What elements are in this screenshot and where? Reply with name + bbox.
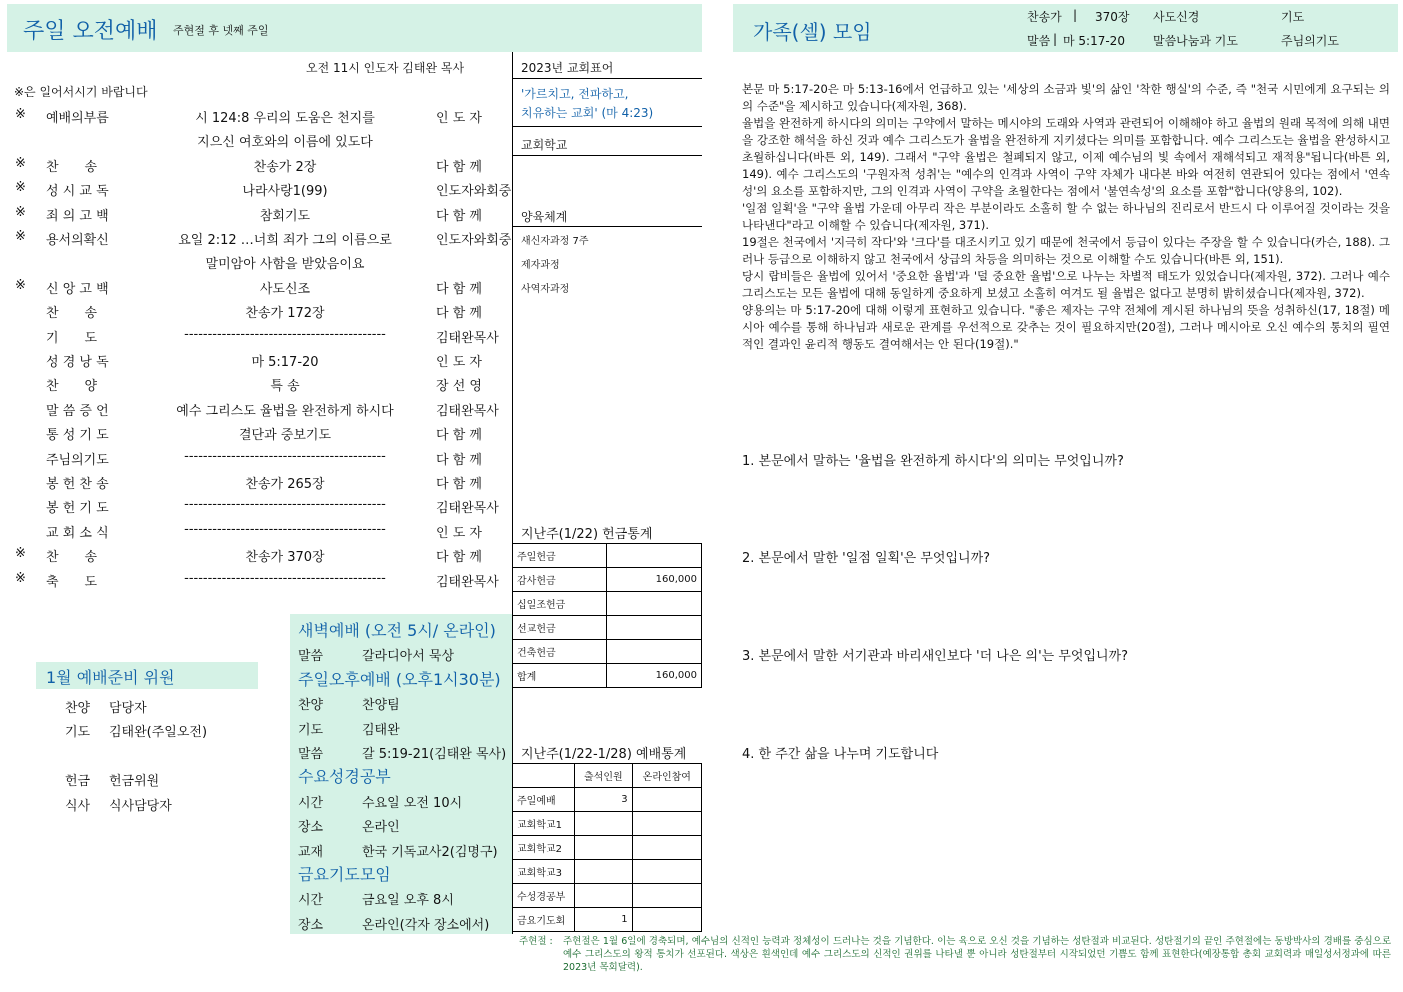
order-item-content: 참회기도 bbox=[259, 208, 311, 224]
order-item-content: 찬송가 2장 bbox=[253, 159, 317, 175]
meeting-label: 말씀 bbox=[298, 747, 324, 762]
stand-mark: ※ bbox=[15, 570, 26, 586]
question: 1. 본문에서 말하는 '율법을 완전하게 하시다'의 의미는 무엇입니까? bbox=[742, 454, 1124, 469]
stand-mark: ※ bbox=[15, 107, 26, 122]
order-row bbox=[0, 249, 512, 273]
offering-row bbox=[513, 640, 702, 664]
order-item-name: 찬 송 bbox=[46, 306, 98, 322]
stand-mark: ※ bbox=[15, 546, 26, 562]
order-item-content: 찬송가 265장 bbox=[245, 477, 325, 492]
attendance-row bbox=[513, 884, 702, 908]
order-row bbox=[0, 542, 512, 566]
order-row bbox=[0, 176, 512, 200]
order-row bbox=[0, 567, 512, 591]
meeting-label: 장소 bbox=[298, 820, 324, 836]
order-item-content: 시 124:8 우리의 도움은 천지를 bbox=[195, 111, 375, 126]
page-subtitle: 주현절 후 넷째 주일 bbox=[173, 24, 269, 37]
motto-line2: 치유하는 교회' (마 4:23) bbox=[521, 106, 654, 120]
order-row bbox=[0, 298, 512, 322]
meeting-value: 온라인 bbox=[362, 820, 400, 836]
paragraph: 당시 랍비들은 율법에 있어서 '중요한 율법'과 '덜 중요한 율법'으로 나누는 차별적 태도가 있었습니다(제자원, 372). 그러나 예수 그리스도는 모든 율법에 대해 동일하게 중요하게 보셨고 소홀히 여겨도 될 율법은 없다고 분명히 밝히셨습니다(제자원, 372). bbox=[742, 269, 1390, 300]
meeting-title: 금요기도모임 bbox=[298, 865, 391, 884]
stand-mark: ※ bbox=[15, 180, 26, 196]
order-item-name: 통 성 기 도 bbox=[46, 428, 109, 444]
question: 4. 한 주간 삶을 나누며 기도합니다 bbox=[742, 747, 939, 762]
order-item-content: 사도신조 bbox=[259, 281, 311, 297]
prep-title: 1월 예배준비 위원 bbox=[46, 668, 175, 687]
offering-row bbox=[513, 616, 702, 640]
cell-title: 가족(셀) 모임 bbox=[753, 20, 872, 44]
order-item-content: 찬송가 172장 bbox=[245, 306, 325, 322]
word-ref: 마 5:17-20 bbox=[1063, 34, 1125, 48]
order-item-leader: 인 도 자 bbox=[436, 355, 482, 370]
order-item-leader: 인 도 자 bbox=[436, 111, 482, 126]
question: 3. 본문에서 말한 서기관과 바리새인보다 '더 나은 의'는 무엇입니까? bbox=[742, 649, 1129, 664]
offering-label: 선교헌금 bbox=[513, 616, 607, 640]
order-item-name: 용서의확신 bbox=[46, 233, 109, 248]
meeting-value: 온라인(각자 장소에서) bbox=[362, 917, 490, 933]
offering-label: 건축헌금 bbox=[513, 640, 607, 664]
order-item-name: 성 시 교 독 bbox=[46, 184, 109, 200]
order-item-content: ------------------------------------------- bbox=[184, 497, 386, 513]
order-item-name: 죄 의 고 백 bbox=[46, 208, 109, 224]
motto-title: 2023년 교회표어 bbox=[521, 61, 614, 75]
order-item-content: 찬송가 370장 bbox=[245, 550, 325, 566]
meeting-label: 찬양 bbox=[298, 698, 324, 714]
offering-label: 주일헌금 bbox=[513, 544, 607, 568]
attendance-online bbox=[632, 860, 701, 884]
stand-mark: ※ bbox=[15, 277, 26, 293]
page-title: 주일 오전예배 bbox=[23, 19, 158, 44]
paragraph: '일점 일획'을 "구약 율법 가운데 아무리 작은 부분이라도 소홀히 할 수 없는 하나님의 진리로서 반드시 다 이루어질 것이라는 것을 나타낸다"라고 이해할 수 있습니다(제자원, 371). bbox=[742, 201, 1390, 232]
prep-role: 기도 bbox=[65, 725, 91, 741]
order-row bbox=[0, 347, 512, 371]
hymn-number: 370장 bbox=[1095, 10, 1130, 24]
order-item-name: 찬 송 bbox=[46, 159, 98, 175]
order-item-name: 말 씀 증 언 bbox=[46, 403, 109, 419]
meeting-value: 김태완 bbox=[362, 722, 400, 738]
attendance-label: 교회학교1 bbox=[513, 812, 575, 836]
order-item-name: 예배의부름 bbox=[46, 111, 109, 126]
offering-row bbox=[513, 544, 702, 568]
offering-label: 십일조헌금 bbox=[513, 592, 607, 616]
attendance-label: 교회학교2 bbox=[513, 836, 575, 860]
order-item-leader: 다 함 께 bbox=[436, 208, 482, 224]
officiant: 오전 11시 인도자 김태완 목사 bbox=[306, 61, 465, 75]
paragraph: 율법을 완전하게 하시다의 의미는 구약에서 말하는 메시야의 도래와 사역과 관련되어 이해해야 하고 율법의 원래 목적에 의해 내면을 강조한 해석을 하신 것과 예수 그리스도가 율법을 완전하게 지키셨다는 의미를 포함합니다. 예수 그리스도는 율법을 완성하시고 초월하십니다(바튼 외, 149). 그래서 "구약 율법은 철폐되지 않고, 이제 예수님의 빛 속에서 재해석되고 재적용"됩니다(바튼 외, 149). 예수 그리스도의 '구원자적 성취'는 "예수의 인격과 사역이 구약 자체가 내다본 바와 여전히 연관되어 있다는 점에서 '연속성'의 요소를 포함하지만, 그의 인격과 사역이 구약을 초월한다는 점에서 '불연속성'의 요소를 포함"합니다(양용의, 102). bbox=[742, 116, 1390, 198]
meeting-value: 한국 기독교사2(김명구) bbox=[362, 844, 498, 860]
meeting-value: 찬양팀 bbox=[362, 698, 400, 714]
order-item-leader: 장 선 영 bbox=[436, 379, 482, 395]
order-item-content: ------------------------------------------- bbox=[184, 521, 386, 537]
order-item-leader: 다 함 께 bbox=[436, 550, 482, 566]
order-item-leader: 김태완목사 bbox=[436, 574, 499, 590]
order-item-content: ------------------------------------------- bbox=[184, 570, 386, 586]
order-item-leader: 김태완목사 bbox=[436, 403, 499, 419]
offering-amount: 160,000 bbox=[607, 568, 702, 592]
prayer: 기도 bbox=[1281, 10, 1305, 24]
offering-amount bbox=[607, 544, 702, 568]
order-row bbox=[0, 152, 512, 176]
stand-mark: ※ bbox=[15, 204, 26, 220]
offering-table bbox=[512, 543, 702, 688]
attendance-count bbox=[575, 812, 633, 836]
footnote-label: 주현절 : bbox=[519, 936, 553, 947]
order-item-name: 기 도 bbox=[46, 330, 98, 346]
paragraph: 19절은 천국에서 '지극히 작다'와 '크다'를 대조시키고 있기 때문에 천국에서 등급이 있다는 주장을 할 수 있습니다(카슨, 188). 그러나 등급으로 이해하지 않고 천국에서 상급의 차등을 의미하는 것으로 이해할 수도 있습니다(바튼 외, 151). bbox=[742, 235, 1390, 266]
meeting-label: 시간 bbox=[298, 795, 324, 811]
meeting-label: 장소 bbox=[298, 917, 324, 933]
order-item-content: ------------------------------------------- bbox=[184, 448, 386, 464]
lords-prayer: 주님의기도 bbox=[1281, 34, 1339, 48]
left-header bbox=[7, 4, 702, 52]
order-item-name: 성 경 낭 독 bbox=[46, 355, 109, 370]
order-row bbox=[0, 127, 512, 151]
training-item: 새신자과정 7주 bbox=[521, 236, 589, 247]
order-item-leader: 인도자와회중 bbox=[436, 233, 512, 248]
offering-row bbox=[513, 568, 702, 592]
attendance-label: 수성경공부 bbox=[513, 884, 575, 908]
order-row bbox=[0, 371, 512, 395]
attendance-online bbox=[632, 884, 701, 908]
prep-person: 김태완(주일오전) bbox=[109, 725, 208, 741]
meeting-label: 기도 bbox=[298, 722, 324, 738]
creed: 사도신경 bbox=[1153, 10, 1200, 24]
offering-row bbox=[513, 592, 702, 616]
attendance-row bbox=[513, 788, 702, 812]
order-item-content: 결단과 중보기도 bbox=[238, 428, 332, 444]
order-item-leader: 인 도 자 bbox=[436, 525, 482, 541]
school-title: 교회학교 bbox=[521, 138, 568, 152]
prep-person: 담당자 bbox=[109, 701, 147, 716]
order-row bbox=[0, 420, 512, 444]
meeting-label: 시간 bbox=[298, 893, 324, 909]
attendance-header bbox=[513, 764, 702, 788]
attendance-count bbox=[575, 836, 633, 860]
attendance-online bbox=[632, 812, 701, 836]
attendance-col: 출석인원 bbox=[575, 764, 633, 788]
order-item-leader: 다 함 께 bbox=[436, 159, 482, 175]
order-row bbox=[0, 469, 512, 493]
prep-person: 헌금위원 bbox=[109, 774, 160, 790]
order-item-leader: 다 함 께 bbox=[436, 477, 482, 492]
order-item-content: 지으신 여호와의 이름에 있도다 bbox=[197, 135, 373, 151]
order-item-content: 예수 그리스도 율법을 완전하게 하시다 bbox=[176, 403, 394, 419]
meeting-title: 새벽예배 (오전 5시/ 온라인) bbox=[298, 621, 496, 640]
meeting-title: 주일오후예배 (오후1시30분) bbox=[298, 669, 501, 689]
sermon-notes bbox=[742, 81, 1390, 353]
meeting-value: 갈라디아서 묵상 bbox=[362, 649, 455, 665]
meeting-value: 수요일 오전 10시 bbox=[362, 795, 463, 811]
attendance-count bbox=[575, 884, 633, 908]
paragraph: 양용의는 마 5:17-20에 대해 이렇게 표현하고 있습니다. "좋은 제자는 구약 전체에 계시된 하나님의 뜻을 성취하신(17, 18절) 메시아 예수를 통해 하나님과 새로운 관계를 우선적으로 갖추는 것이 필요하지만(20절), 그러나 메시아로 오신 예수의 통치의 필연적인 결과인 윤리적 행동도 결여해서는 안 된다(19절)." bbox=[742, 303, 1390, 351]
order-item-name: 주님의기도 bbox=[46, 452, 109, 468]
order-item-leader: 다 함 께 bbox=[436, 452, 482, 468]
training-item: 제자과정 bbox=[521, 260, 560, 271]
offering-row bbox=[513, 664, 702, 688]
order-item-name: 교 회 소 식 bbox=[46, 525, 109, 541]
offering-label: 감사헌금 bbox=[513, 568, 607, 592]
prep-person: 식사담당자 bbox=[109, 798, 172, 814]
order-row bbox=[0, 518, 512, 542]
offering-amount bbox=[607, 592, 702, 616]
order-item-leader: 김태완목사 bbox=[436, 330, 499, 346]
order-item-name: 봉 헌 기 도 bbox=[46, 501, 109, 517]
attendance-online bbox=[632, 908, 701, 932]
attendance-row bbox=[513, 908, 702, 932]
attendance-label: 금요기도회 bbox=[513, 908, 575, 932]
attendance-label: 주일예배 bbox=[513, 788, 575, 812]
attendance-col bbox=[513, 764, 575, 788]
order-item-content: 마 5:17-20 bbox=[251, 355, 319, 370]
attendance-count bbox=[575, 860, 633, 884]
footnote bbox=[519, 935, 1391, 974]
order-row bbox=[0, 396, 512, 420]
order-item-leader: 김태완목사 bbox=[436, 501, 499, 517]
order-row bbox=[0, 323, 512, 347]
prep-role: 헌금 bbox=[65, 774, 91, 790]
offering-amount bbox=[607, 640, 702, 664]
offering-label: 합계 bbox=[513, 664, 607, 688]
training-title: 양육체계 bbox=[521, 210, 568, 224]
prep-role: 식사 bbox=[65, 798, 91, 814]
attendance-count: 1 bbox=[575, 908, 633, 932]
order-item-name: 찬 송 bbox=[46, 550, 98, 566]
prep-role: 찬양 bbox=[65, 701, 91, 716]
order-item-name: 신 앙 고 백 bbox=[46, 281, 109, 297]
order-row bbox=[0, 493, 512, 517]
order-item-content: ------------------------------------------- bbox=[184, 326, 386, 342]
offering-amount bbox=[607, 616, 702, 640]
order-row bbox=[0, 201, 512, 225]
order-row bbox=[0, 445, 512, 469]
question: 2. 본문에서 말한 '일점 일획'은 무엇입니까? bbox=[742, 551, 991, 566]
order-item-leader: 다 함 께 bbox=[436, 428, 482, 444]
meeting-label: 교재 bbox=[298, 844, 324, 860]
order-item-content: 특 송 bbox=[270, 379, 300, 395]
order-item-content: 말미암아 사함을 받았음이요 bbox=[205, 257, 365, 273]
attendance-row bbox=[513, 812, 702, 836]
order-item-name: 축 도 bbox=[46, 574, 98, 590]
attendance-table bbox=[512, 763, 702, 932]
motto-line1: '가르치고, 전파하고, bbox=[521, 87, 629, 101]
attendance-col: 온라인참여 bbox=[632, 764, 701, 788]
prep-header bbox=[36, 662, 258, 689]
meeting-title: 수요성경공부 bbox=[298, 767, 391, 787]
stand-mark: ※ bbox=[15, 155, 26, 171]
meeting-value: 갈 5:19-21(김태완 목사) bbox=[362, 747, 507, 762]
order-row bbox=[0, 225, 512, 249]
order-item-leader: 다 함 께 bbox=[436, 306, 482, 322]
attendance-count: 3 bbox=[575, 788, 633, 812]
share-prayer: 말씀나눔과 기도 bbox=[1153, 34, 1238, 48]
hymn-label: 찬송가 bbox=[1027, 10, 1062, 24]
meeting-label: 말씀 bbox=[298, 649, 324, 665]
order-row bbox=[0, 103, 512, 127]
attendance-online bbox=[632, 788, 701, 812]
order-item-content: 나라사랑1(99) bbox=[242, 184, 328, 200]
training-item: 사역자과정 bbox=[521, 284, 570, 295]
paragraph: 본문 마 5:17-20은 마 5:13-16에서 언급하고 있는 '세상의 소금과 빛'의 삶인 '착한 행실'의 수준, 즉 "천국 시민에게 요구되는 의의 수준"을 제시하고 있습니다(제자원, 368). bbox=[742, 82, 1390, 113]
attendance-online bbox=[632, 836, 701, 860]
meeting-value: 금요일 오후 8시 bbox=[362, 893, 454, 909]
order-item-name: 봉 헌 찬 송 bbox=[46, 477, 109, 492]
stand-note: ※은 일어서시기 바랍니다 bbox=[14, 85, 148, 99]
attendance-title: 지난주(1/22-1/28) 예배통계 bbox=[521, 747, 687, 762]
offering-amount: 160,000 bbox=[607, 664, 702, 688]
footnote-text: 주현절은 1월 6일에 경축되며, 예수님의 신적인 능력과 정체성이 드러나는 것을 기념한다. 이는 육으로 오신 것을 기념하는 성탄절과 비교된다. 성탄절기의 끝인 주현절에는 동방박사의 경배를 중심으로 예수 그리스도의 왕적 통치가 선포된다. 색상은 흰색인데 예수 그리스도의 신적인 권위를 나타낼 뿐 아니라 성탄절부터 시작되었던 기쁨도 함께 표현한다(예장통합 총회 교회력과 매일성서정과에 따른 2023년 목회달력). bbox=[563, 936, 1391, 973]
stand-mark: ※ bbox=[15, 229, 26, 244]
attendance-row bbox=[513, 860, 702, 884]
order-item-name: 찬 양 bbox=[46, 379, 98, 395]
offering-title: 지난주(1/22) 헌금통계 bbox=[521, 527, 653, 542]
order-row bbox=[0, 274, 512, 298]
order-item-leader: 인도자와회중 bbox=[436, 184, 512, 200]
order-item-content: 요일 2:12 …너희 죄가 그의 이름으로 bbox=[178, 233, 392, 248]
order-item-leader: 다 함 께 bbox=[436, 281, 482, 297]
attendance-label: 교회학교3 bbox=[513, 860, 575, 884]
word-label: 말씀 bbox=[1027, 34, 1051, 48]
attendance-row bbox=[513, 836, 702, 860]
right-header: 가족(셀) 모임 찬송가 | 370장 사도신경 기도 말씀 | 마 5:17-20 말씀나눔과 기도 주님의기도 bbox=[733, 4, 1398, 52]
